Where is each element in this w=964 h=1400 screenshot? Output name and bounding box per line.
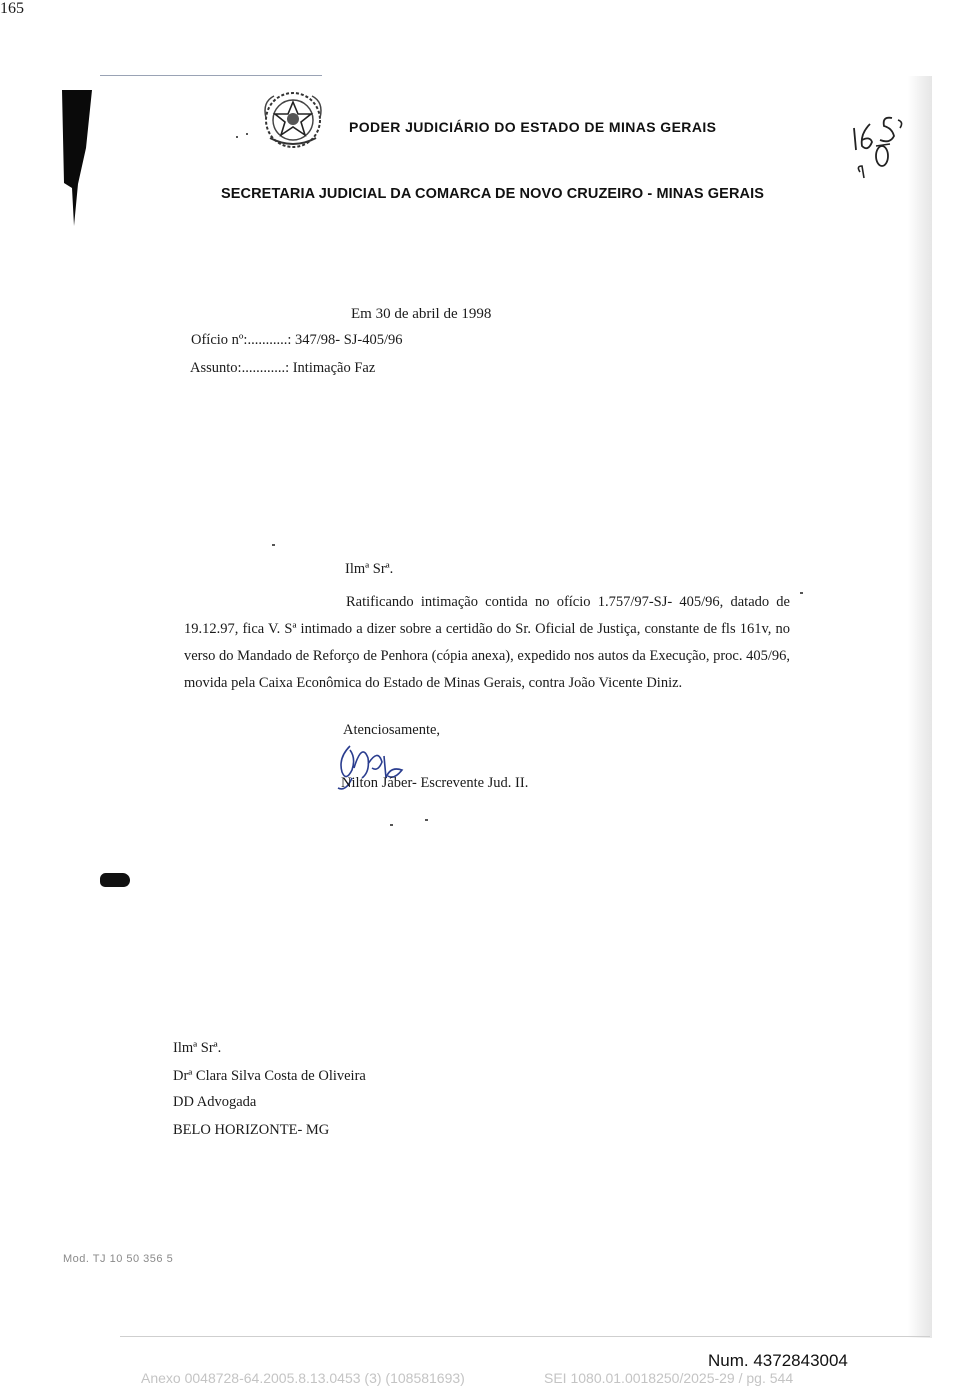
annex-reference: Anexo 0048728-64.2005.8.13.0453 (3) (108581693): [141, 1370, 465, 1386]
closing: Atenciosamente,: [343, 722, 441, 738]
letter-date: Em 30 de abril de 1998: [351, 306, 492, 322]
scan-speck: [272, 544, 275, 546]
subject-label: Assunto:............:: [190, 360, 290, 376]
subject-value: Intimação Faz: [292, 360, 376, 376]
letter-body: Ratificando intimação contida no ofício 1.757/97-SJ- 405/96, datado de 19.12.97, fica V. Sª intimado a dizer sobre a certidão do Sr. Oficial de Justiça, constante de fls 161v, no verso do Mandado de Reforço de Penhora (cópia anexa), expedido nos autos da Execução, proc. 405/96, movida pela Caixa Econômica do Estado de Minas Gerais, contra João Vicente Diniz.: [184, 594, 790, 691]
recipient-salutation: Ilmª Srª.: [173, 1040, 222, 1056]
oficio-line: [191, 332, 403, 349]
scan-speck: [236, 136, 238, 138]
oficio-number: 347/98- SJ-405/96: [294, 332, 403, 348]
recipient-city: BELO HORIZONTE- MG: [173, 1122, 330, 1138]
scan-speck: [390, 824, 393, 826]
scan-shadow-edge: [908, 76, 932, 1338]
scan-speck: [800, 592, 803, 594]
salutation: Ilmª Srª.: [345, 561, 394, 577]
coat-of-arms-icon: [260, 88, 326, 152]
signer-name: Nilton Jáber- Escrevente Jud. II.: [341, 775, 529, 791]
header-institution: PODER JUDICIÁRIO DO ESTADO DE MINAS GERAIS: [349, 119, 717, 135]
scan-bottom-line: [120, 1336, 930, 1337]
scan-speck: [246, 133, 248, 135]
oficio-label: Ofício nº:...........:: [191, 332, 292, 348]
header-secretariat: SECRETARIA JUDICIAL DA COMARCA DE NOVO CRUZEIRO - MINAS GERAIS: [221, 186, 764, 202]
handwritten-page-number: [842, 104, 912, 184]
recipient-title: DD Advogada: [173, 1094, 257, 1110]
scan-edge-line: [100, 75, 322, 76]
document-number: Num. 4372843004: [708, 1351, 848, 1370]
scan-speck: [425, 819, 428, 821]
subject-line: [190, 360, 375, 377]
sei-reference: SEI 1080.01.0018250/2025-29 / pg. 544: [544, 1370, 794, 1386]
recipient-name: Drª Clara Silva Costa de Oliveira: [173, 1068, 366, 1084]
form-code: Mod. TJ 10 50 356 5: [63, 1253, 174, 1265]
ink-blot: [100, 873, 130, 887]
scan-black-bar: [60, 88, 94, 226]
